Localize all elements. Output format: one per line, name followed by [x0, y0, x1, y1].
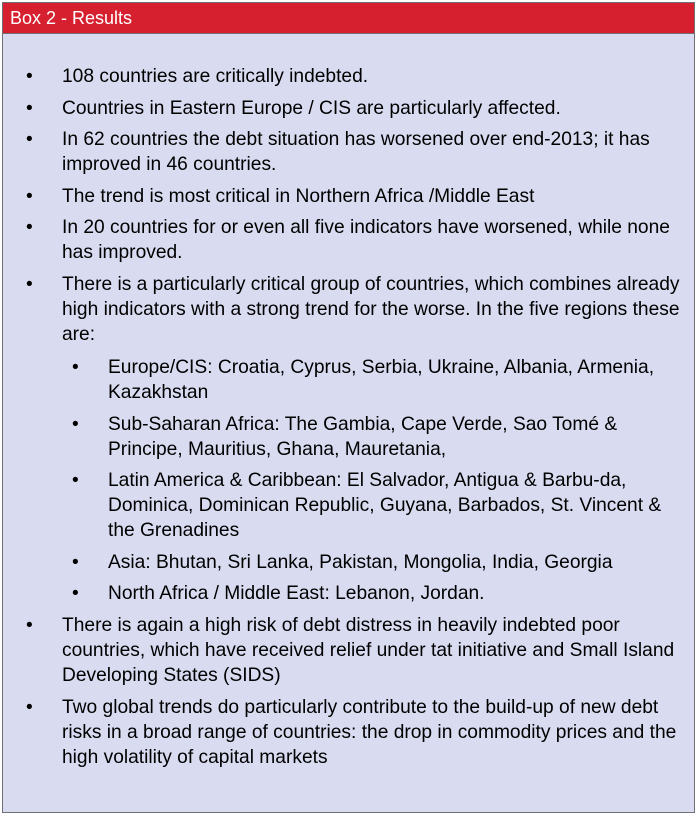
region-item-text: Asia: Bhutan, Sri Lanka, Pakistan, Mongolia, India, Georgia — [108, 551, 613, 573]
list-item-text: Countries in Eastern Europe / CIS are particularly affected. — [62, 97, 561, 119]
bullet-icon: • — [72, 551, 79, 573]
region-item-asia — [62, 550, 680, 575]
list-item — [3, 184, 680, 209]
bullet-icon: • — [26, 696, 33, 718]
bullet-icon: • — [26, 129, 33, 151]
bullet-icon: • — [72, 413, 79, 435]
list-item-text: There is a particularly critical group of countries, which combines already high indicators with a strong trend for the worse. In the five regions these are: — [62, 273, 680, 345]
bullet-icon: • — [26, 185, 33, 207]
list-item — [3, 96, 680, 121]
bullet-icon: • — [26, 614, 33, 636]
bullet-icon: • — [72, 470, 79, 492]
results-content — [3, 34, 694, 770]
list-item-critical-group — [3, 272, 680, 606]
bullet-icon: • — [26, 273, 33, 295]
list-item — [3, 215, 680, 265]
region-item-north-africa-middle-east — [62, 581, 680, 606]
list-item — [3, 613, 680, 688]
list-item — [3, 127, 680, 177]
list-item-text: In 20 countries for or even all five indicators have worsened, while none has improved. — [62, 217, 670, 264]
regions-list — [62, 355, 680, 606]
region-item-text: Sub-Saharan Africa: The Gambia, Cape Verde, Sao Tomé & Principe, Mauritius, Ghana, Mauretania, — [108, 413, 618, 460]
box-title: Box 2 - Results — [3, 3, 694, 34]
results-box — [2, 2, 695, 813]
region-item-latin-america-caribbean — [62, 468, 680, 543]
list-item — [3, 695, 680, 770]
list-item-text: There is again a high risk of debt distress in heavily indebted poor countries, which have received relief under tat initiative and Small Island Developing States (SIDS) — [62, 614, 675, 686]
region-item-text: Latin America & Caribbean: El Salvador, Antigua & Barbu-da, Dominica, Dominican Republic, Guyana, Barbados, St. Vincent & the Grenadines — [108, 470, 662, 542]
results-list — [3, 64, 680, 770]
list-item — [3, 64, 680, 89]
bullet-icon: • — [72, 356, 79, 378]
region-item-text: Europe/CIS: Croatia, Cyprus, Serbia, Ukraine, Albania, Armenia, Kazakhstan — [108, 356, 655, 403]
bullet-icon: • — [26, 66, 33, 87]
list-item-text: 108 countries are critically indebted. — [62, 66, 369, 87]
region-item-europe-cis — [62, 355, 680, 405]
list-item-text: The trend is most critical in Northern Africa /Middle East — [62, 185, 535, 207]
bullet-icon: • — [26, 217, 33, 239]
bullet-icon: • — [26, 97, 33, 119]
bullet-icon: • — [72, 583, 79, 605]
region-item-text: North Africa / Middle East: Lebanon, Jordan. — [108, 583, 485, 605]
list-item-text: Two global trends do particularly contribute to the build-up of new debt risks in a broad range of countries: the drop in commodity prices and the high volatility of capital markets — [62, 696, 677, 768]
region-item-sub-saharan-africa — [62, 412, 680, 462]
list-item-text: In 62 countries the debt situation has worsened over end-2013; it has improved in 46 countries. — [62, 129, 650, 176]
